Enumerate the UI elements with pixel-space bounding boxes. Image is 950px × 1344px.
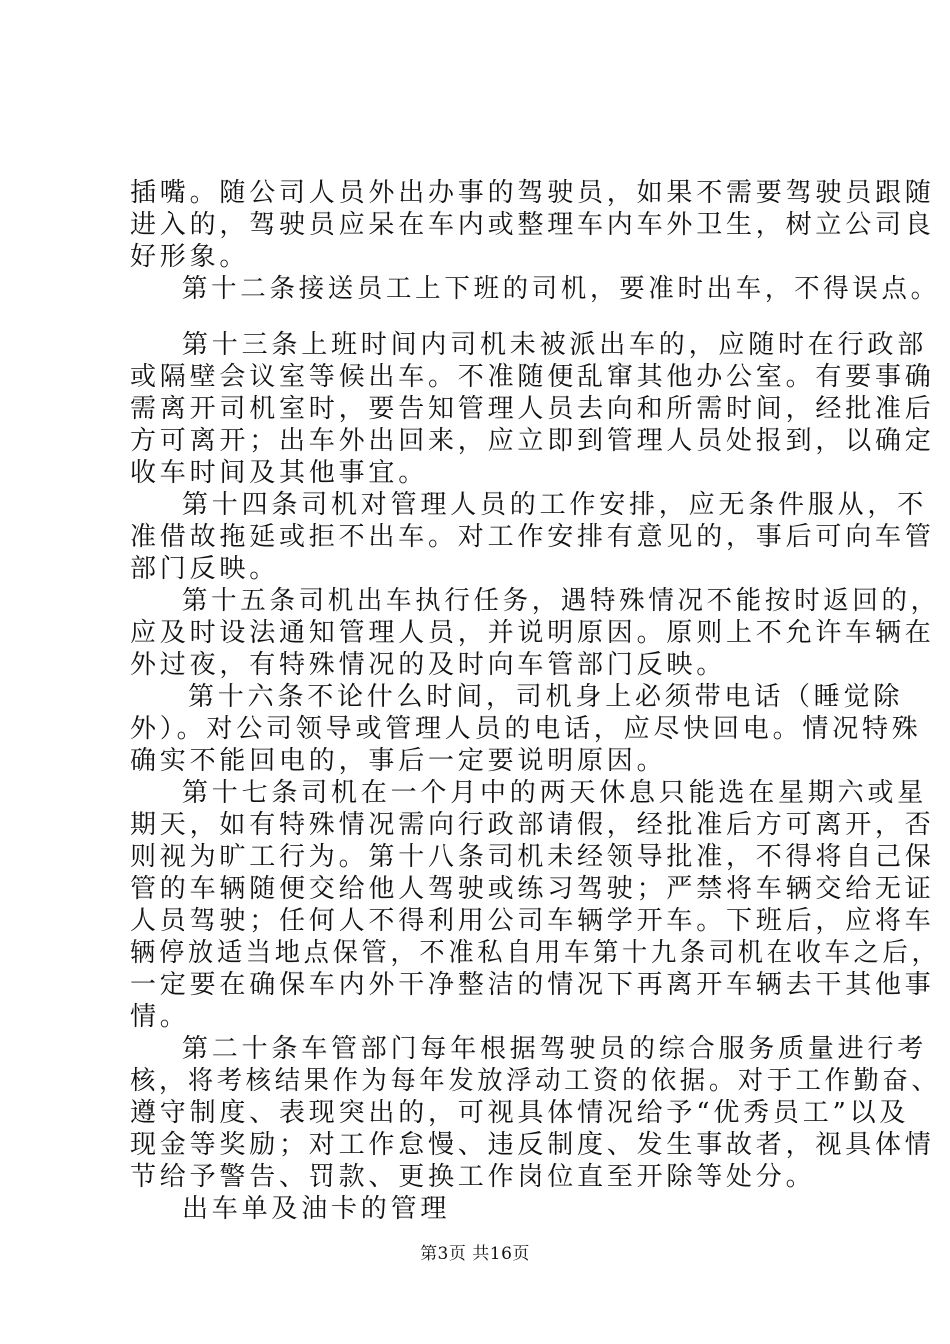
text-line: 外过夜，有特殊情况的及时向车管部门反映。	[130, 650, 727, 680]
text-line: 现金等奖励；对工作怠慢、违反制度、发生事故者，视具体情	[130, 1130, 935, 1160]
text-line: 进入的，驾驶员应呆在车内或整理车内车外卫生，树立公司良	[130, 210, 935, 240]
text-line: 收车时间及其他事宜。	[130, 458, 429, 488]
text-line: 核，将考核结果作为每年发放浮动工资的依据。对于工作勤奋、	[130, 1066, 941, 1096]
text-line: 情。	[130, 1002, 190, 1032]
text-line: 第十二条接送员工上下班的司机，要准时出车，不得误点。	[182, 274, 940, 304]
text-line: 管的车辆随便交给他人驾驶或练习驾驶；严禁将车辆交给无证	[130, 874, 935, 904]
text-line: 人员驾驶；任何人不得利用公司车辆学开车。下班后，应将车	[130, 906, 935, 936]
text-line: 准借故拖延或拒不出车。对工作安排有意见的，事后可向车管	[130, 522, 935, 552]
page-number-footer: 第3页 共16页	[420, 1244, 530, 1264]
text-line: 期天，如有特殊情况需向行政部请假，经批准后方可离开，否	[130, 810, 935, 840]
text-line: 好形象。	[130, 242, 250, 272]
text-line: 一定要在确保车内外干净整洁的情况下再离开车辆去干其他事	[130, 970, 935, 1000]
text-line: 第十四条司机对管理人员的工作安排，应无条件服从，不	[182, 490, 928, 520]
text-line: 应及时设法通知管理人员，并说明原因。原则上不允许车辆在	[130, 618, 935, 648]
section-heading: 出车单及油卡的管理	[182, 1194, 451, 1224]
text-line: 第二十条车管部门每年根据驾驶员的综合服务质量进行考	[182, 1034, 928, 1064]
text-line: 插嘴。随公司人员外出办事的驾驶员，如果不需要驾驶员跟随	[130, 178, 935, 208]
text-line: 第十六条不论什么时间，司机身上必须带电话（睡觉除	[188, 682, 904, 712]
text-line: 辆停放适当地点保管，不准私自用车第十九条司机在收车之后，	[130, 938, 941, 968]
text-line: 遵守制度、表现突出的，可视具体情况给予“优秀员工”以及	[130, 1098, 910, 1128]
text-line: 部门反映。	[130, 554, 280, 584]
text-line: 节给予警告、罚款、更换工作岗位直至开除等处分。	[130, 1162, 816, 1192]
text-line: 外）。对公司领导或管理人员的电话，应尽快回电。情况特殊	[130, 714, 922, 744]
text-line: 第十三条上班时间内司机未被派出车的，应随时在行政部	[182, 330, 928, 360]
text-line: 第十五条司机出车执行任务，遇特殊情况不能按时返回的，	[182, 586, 940, 616]
text-line: 第十七条司机在一个月中的两天休息只能选在星期六或星	[182, 778, 928, 808]
text-line: 或隔壁会议室等候出车。不准随便乱窜其他办公室。有要事确	[130, 362, 935, 392]
text-line: 方可离开；出车外出回来，应立即到管理人员处报到，以确定	[130, 426, 935, 456]
text-line: 则视为旷工行为。第十八条司机未经领导批准，不得将自己保	[130, 842, 935, 872]
text-line: 确实不能回电的，事后一定要说明原因。	[130, 746, 667, 776]
text-line: 需离开司机室时，要告知管理人员去向和所需时间，经批准后	[130, 394, 935, 424]
